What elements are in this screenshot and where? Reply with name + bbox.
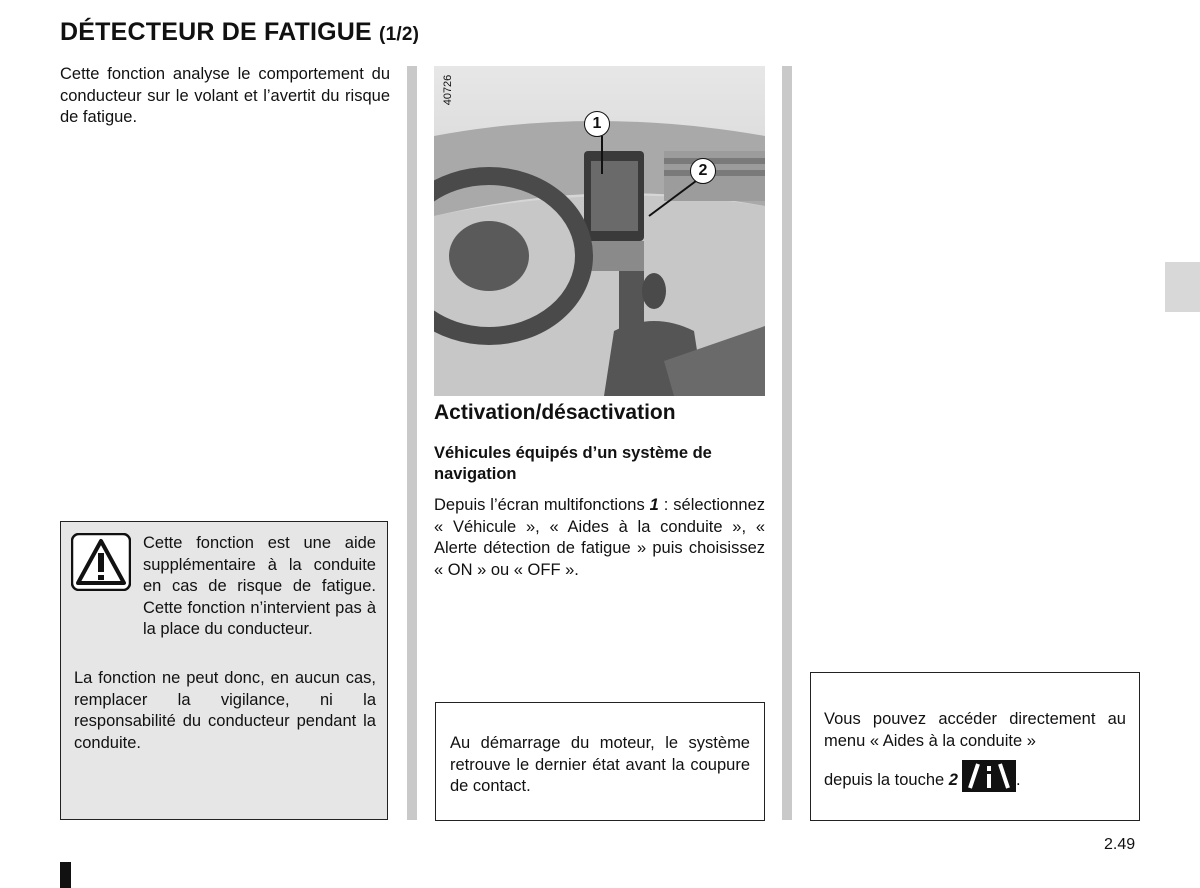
warning-para-1: Cette fonction est une aide supplémentaire à la conduite en cas de risque de fatigue. Cette fonction n’intervient pas à la place du conducteur. — [143, 534, 376, 638]
page-title — [60, 18, 419, 47]
activation-ref: 1 — [649, 496, 659, 514]
warning-triangle-icon — [71, 533, 131, 591]
access-note-line2 — [824, 760, 1134, 796]
section-tab — [1165, 262, 1200, 312]
warning-para-2: La fonction ne peut donc, en aucun cas, remplacer la vigilance, ni la responsabilité du conducteur pendant la conduite. — [74, 669, 376, 752]
page-title-part: (1/2) — [379, 24, 420, 45]
access-note-ref: 2 — [948, 771, 958, 789]
activation-text-before: Depuis l’écran multifonctions — [434, 496, 650, 514]
page-title-text: DÉTECTEUR DE FATIGUE — [60, 18, 372, 46]
image-id-label — [436, 70, 458, 114]
page-number: 2.49 — [1104, 836, 1136, 853]
section-subheading: Véhicules équipés d’un système de navigation — [434, 444, 712, 483]
callout-1: 1 — [584, 111, 610, 137]
access-note-before: depuis la touche — [824, 771, 949, 789]
engine-note-text: Au démarrage du moteur, le système retrouve le dernier état avant la coupure de contact. — [450, 734, 750, 795]
section-heading: Activation/désactivation — [434, 401, 676, 424]
intro-paragraph: Cette fonction analyse le comportement du conducteur sur le volant et l’avertit du risque de fatigue. — [60, 65, 390, 126]
activation-text-after: : sélectionnez « Véhicule », « Aides à la conduite », « Alerte détection de fatigue » puis choisissez « ON » ou « OFF ». — [434, 496, 765, 579]
image-id-text: 40726 — [442, 74, 454, 106]
lane-assist-key-icon — [962, 760, 1016, 792]
print-mark — [60, 862, 71, 888]
column-divider-left — [407, 66, 417, 820]
callout-2: 2 — [690, 158, 716, 184]
warning-para-1a — [143, 533, 376, 641]
access-note-line1: Vous pouvez accéder directement au menu « Aides à la conduite » — [824, 710, 1126, 750]
activation-paragraph — [434, 495, 765, 581]
access-note-period: . — [1015, 771, 1021, 789]
column-divider-right — [782, 66, 792, 820]
